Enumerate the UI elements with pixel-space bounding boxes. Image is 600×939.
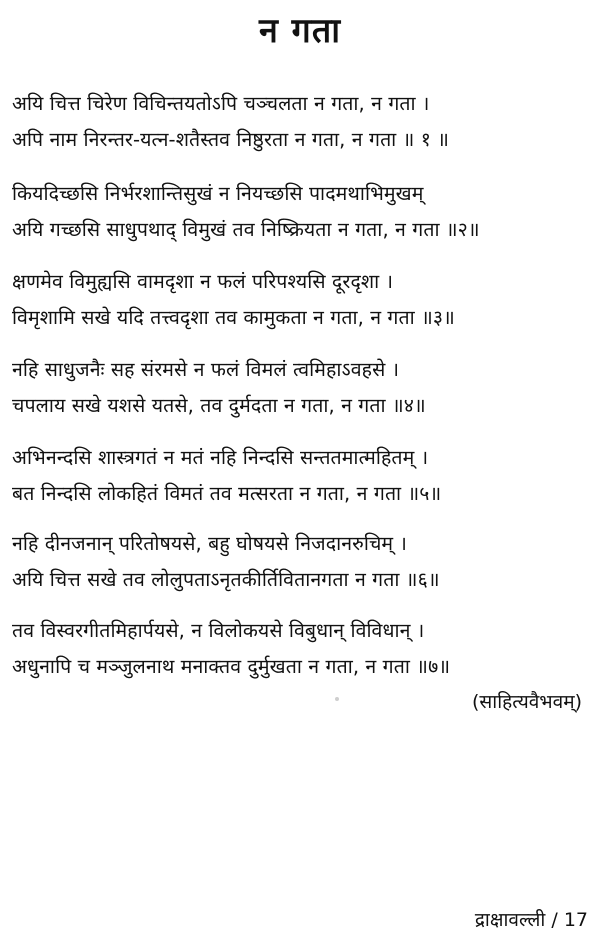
stanza-7 xyxy=(12,613,592,685)
stanza-line: अयि चित्त सखे तव लोलुपताऽनृतकीर्तिवितानगता न गता ॥६॥ xyxy=(12,568,440,591)
stanza-6 xyxy=(12,526,592,598)
stanza-line: अधुनापि च मञ्जुलनाथ मनाक्तव दुर्मुखता न गता, न गता ॥७॥ xyxy=(12,655,451,678)
stanza-1 xyxy=(12,86,592,158)
stanza-line: अपि नाम निरन्तर-यत्न-शतैस्तव निष्ठुरता न गता, न गता ॥ १ ॥ xyxy=(12,128,450,151)
stanza-line: विमृशामि सखे यदि तत्त्वदृशा तव कामुकता न गता, न गता ॥३॥ xyxy=(12,306,455,329)
print-speck xyxy=(335,697,339,701)
stanza-4 xyxy=(12,352,592,424)
stanza-line: अभिनन्दसि शास्त्रगतं न मतं नहि निन्दसि सन्ततमात्महितम् । xyxy=(12,446,429,469)
page-footer: द्राक्षावल्ली / 17 xyxy=(474,909,588,931)
stanza-3 xyxy=(12,264,592,336)
stanza-5 xyxy=(12,440,592,512)
stanza-line: चपलाय सखे यशसे यतसे, तव दुर्मदता न गता, न गता ॥४॥ xyxy=(12,394,426,417)
stanza-line: क्षणमेव विमुह्यसि वामदृशा न फलं परिपश्यसि दूरदृशा । xyxy=(12,270,394,293)
stanza-line: नहि दीनजनान् परितोषयसे, बहु घोषयसे निजदानरुचिम् । xyxy=(12,532,407,555)
stanza-line: अयि चित्त चिरेण विचिन्तयतोऽपि चञ्चलता न गता, न गता । xyxy=(12,92,430,115)
poem-title: न गता xyxy=(258,11,342,51)
stanza-line: अयि गच्छसि साधुपथाद् विमुखं तव निष्क्रियता न गता, न गता ॥२॥ xyxy=(12,218,480,241)
stanza-2 xyxy=(12,176,592,248)
source-citation: (साहित्यवैभवम्) xyxy=(472,691,582,713)
stanza-line: तव विस्वरगीतमिहार्पयसे, न विलोकयसे विबुधान् विविधान् । xyxy=(12,619,425,642)
stanza-line: बत निन्दसि लोकहितं विमतं तव मत्सरता न गता, न गता ॥५॥ xyxy=(12,482,442,505)
stanza-line: कियदिच्छसि निर्भरशान्तिसुखं न नियच्छसि पादमथाभिमुखम् xyxy=(12,182,424,205)
stanza-line: नहि साधुजनैः सह संरमसे न फलं विमलं त्वमिहाऽवहसे । xyxy=(12,358,400,381)
